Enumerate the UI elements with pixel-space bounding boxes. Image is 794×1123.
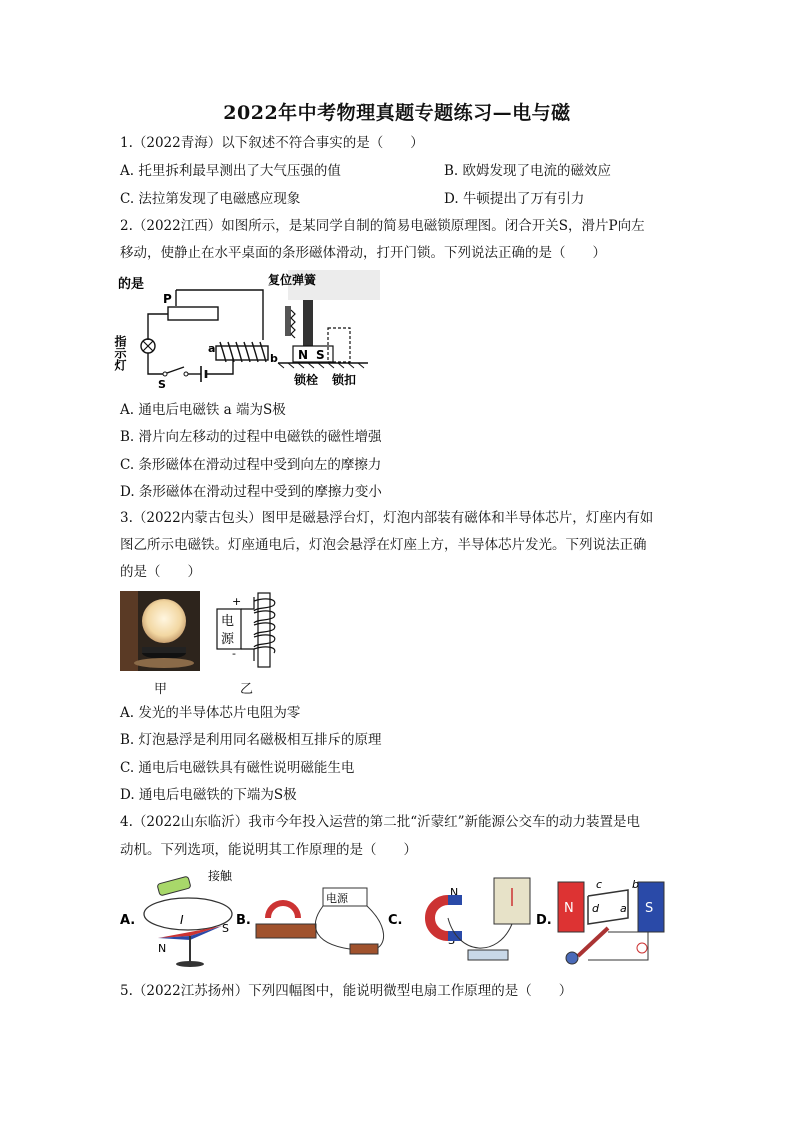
svg-text:c: c — [596, 878, 603, 891]
q2-option-b: B. 滑片向左移动的过程中电磁铁的磁性增强 — [120, 429, 382, 445]
spring-wall — [285, 306, 291, 336]
lamp-icon — [637, 943, 647, 953]
q3-stem-line3: 的是（ ） — [120, 564, 201, 580]
svg-text:电源: 电源 — [326, 892, 348, 905]
svg-text:P: P — [163, 292, 172, 306]
q3-electromagnet-figure — [214, 591, 280, 671]
svg-text:B.: B. — [236, 913, 251, 928]
q4-options-figures — [118, 866, 678, 972]
q4-stem-line1: 4.（2022山东临沂）我市今年投入运营的第二批“沂蒙红”新能源公交车的动力装置是电 — [120, 814, 641, 830]
q2-electromagnetic-lock-figure — [113, 270, 380, 391]
svg-text:D.: D. — [536, 913, 552, 928]
svg-text:N: N — [298, 348, 309, 362]
q1-option-c: C. 法拉第发现了电磁感应现象 — [120, 191, 301, 207]
coil-icon — [254, 599, 275, 653]
q1-option-b: B. 欧姆发现了电流的磁效应 — [444, 163, 612, 179]
svg-text:d: d — [592, 902, 599, 915]
q1-option-d: D. 牛顿提出了万有引力 — [444, 191, 585, 207]
battery-icon — [157, 876, 191, 896]
q3-option-c: C. 通电后电磁铁具有磁性说明磁能生电 — [120, 760, 355, 776]
q3-stem-line2: 图乙所示电磁铁。灯座通电后，灯泡会悬浮在灯座上方，半导体芯片发光。下列说法正确 — [120, 537, 647, 553]
q1-stem: 1.（2022青海）以下叙述不符合事实的是（ ） — [120, 135, 424, 151]
svg-text:C.: C. — [388, 913, 403, 928]
svg-text:S: S — [316, 348, 325, 362]
horseshoe-magnet-icon — [268, 903, 298, 918]
q3-stem-line1: 3.（2022内蒙古包头）图甲是磁悬浮台灯，灯泡内部装有磁体和半导体芯片，灯座内有如 — [120, 510, 654, 526]
svg-text:+: + — [232, 595, 242, 608]
q4-stem-line2: 动机。下列选项，能说明其工作原理的是（ ） — [120, 842, 417, 858]
q2-option-d: D. 条形磁体在滑动过程中受到的摩擦力变小 — [120, 484, 382, 500]
svg-text:N: N — [450, 886, 459, 899]
horseshoe-magnet-icon — [430, 900, 448, 936]
svg-text:b: b — [270, 352, 278, 365]
q3-option-d: D. 通电后电磁铁的下端为S极 — [120, 787, 297, 803]
svg-text:复位弹簧: 复位弹簧 — [268, 273, 317, 287]
svg-text:b: b — [632, 878, 639, 891]
q2-fig-corner-text: 的是 — [118, 277, 145, 292]
svg-text:接触: 接触 — [208, 869, 233, 883]
svg-text:I: I — [180, 913, 184, 927]
svg-text:a: a — [208, 342, 216, 355]
q2-option-c: C. 条形磁体在滑动过程中受到向左的摩擦力 — [120, 457, 382, 473]
svg-text:锁扣: 锁扣 — [332, 373, 357, 387]
q3-caption-jia: 甲 — [154, 682, 168, 697]
moon-lamp-icon — [142, 599, 186, 643]
svg-text:N: N — [564, 901, 574, 916]
svg-text:S: S — [645, 901, 654, 916]
svg-text:S: S — [158, 378, 166, 391]
wire-loop — [144, 898, 232, 930]
svg-text:a: a — [620, 902, 627, 915]
svg-text:A.: A. — [120, 913, 136, 928]
svg-text:源: 源 — [221, 632, 235, 647]
page-title: 2022年中考物理真题专题练习—电与磁 — [223, 102, 571, 124]
q2-option-a: A. 通电后电磁铁 a 端为S极 — [120, 402, 286, 418]
q3-option-a: A. 发光的半导体芯片电阻为零 — [120, 705, 301, 721]
q5-stem: 5.（2022江苏扬州）下列四幅图中，能说明微型电扇工作原理的是（ ） — [120, 983, 573, 999]
q1-option-a: A. 托里拆利最早测出了大气压强的值 — [120, 163, 341, 179]
q3-option-b: B. 灯泡悬浮是利用同名磁极相互排斥的原理 — [120, 732, 382, 748]
svg-text:S: S — [222, 922, 229, 935]
iron-core — [258, 593, 270, 667]
switch-icon — [350, 944, 378, 954]
q3-lamp-photo — [120, 591, 200, 671]
q2-stem-line1: 2.（2022江西）如图所示，是某同学自制的简易电磁锁原理图。闭合开关S，滑片P向左 — [120, 218, 645, 234]
svg-text:N: N — [158, 942, 167, 955]
svg-text:指示灯: 指示灯 — [113, 335, 127, 371]
svg-text:-: - — [232, 647, 236, 660]
q2-stem-line2: 移动，使静止在水平桌面的条形磁体滑动，打开门锁。下列说法正确的是（ ） — [120, 245, 606, 261]
svg-text:锁栓: 锁栓 — [294, 373, 319, 387]
q3-caption-yi: 乙 — [240, 682, 254, 697]
svg-text:电: 电 — [221, 614, 235, 629]
